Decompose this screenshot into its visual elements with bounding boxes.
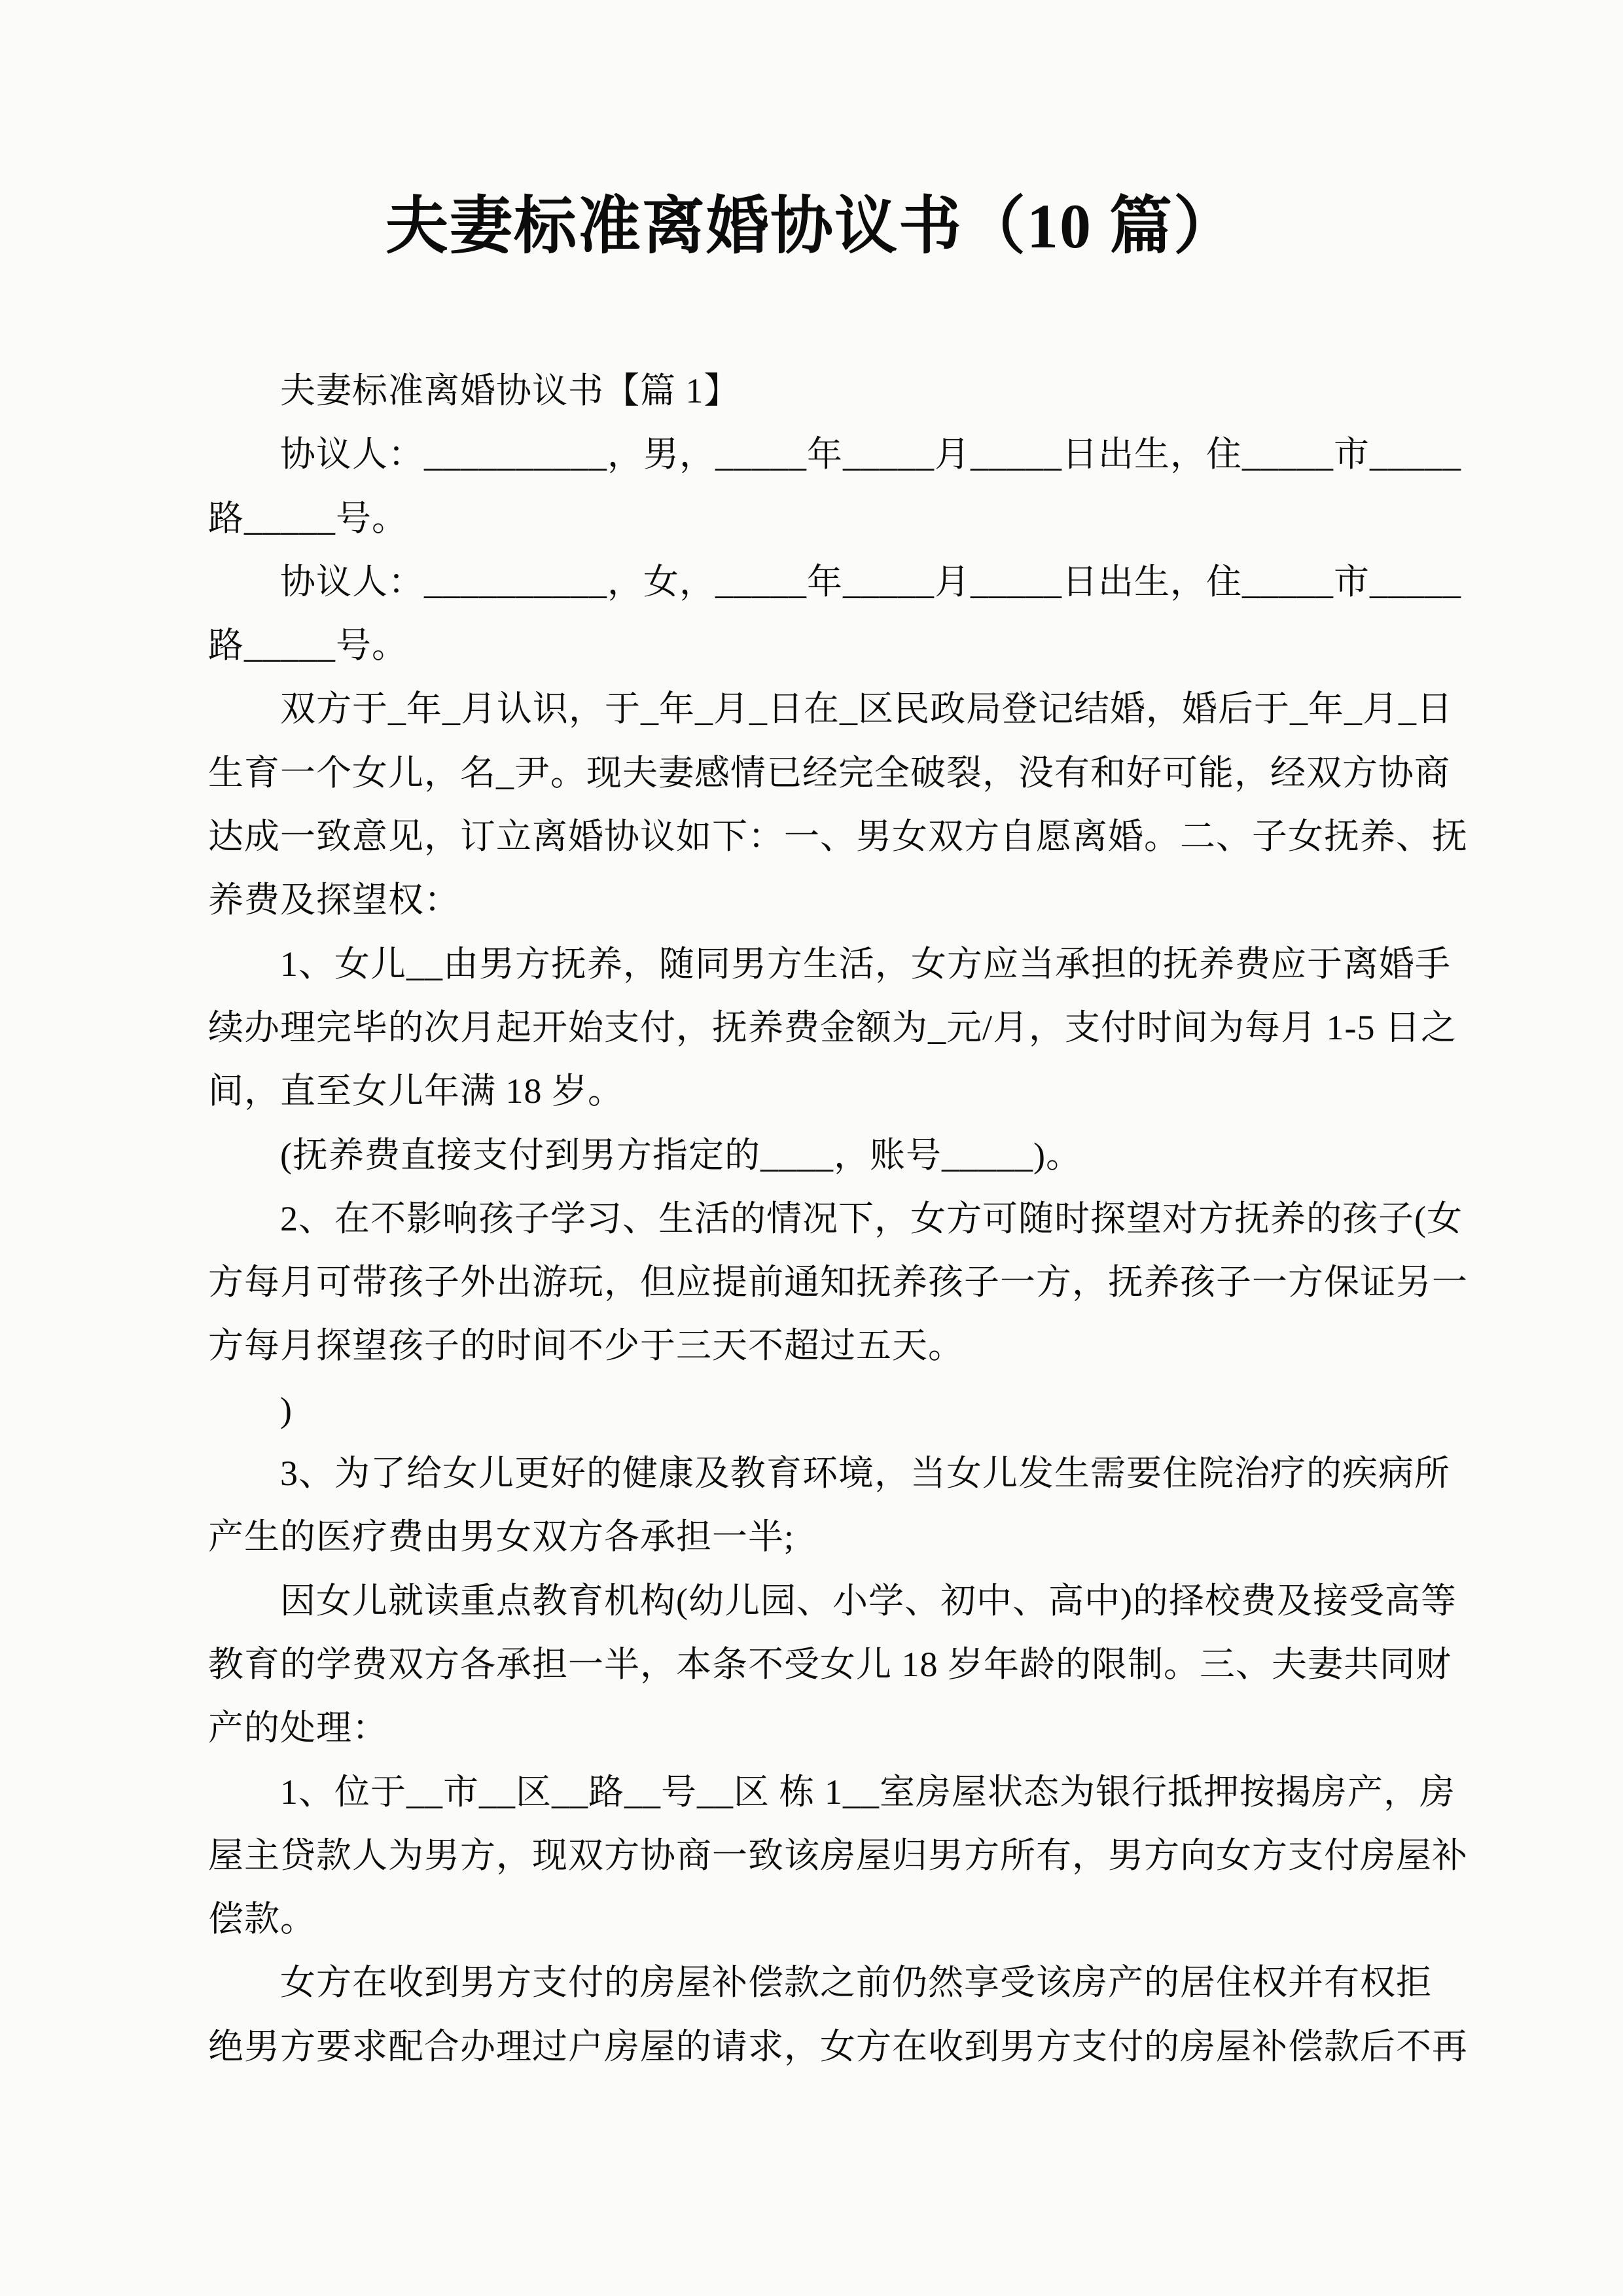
doc-line: 协议人：__________，男，_____年_____月_____日出生，住_____市_____ xyxy=(280,435,1461,475)
doc-line: 1、女儿__由男方抚养，随同男方生活，女方应当承担的抚养费应于离婚手 xyxy=(280,944,1451,984)
doc-line: 女方在收到男方支付的房屋补偿款之前仍然享受该房产的居住权并有权拒 xyxy=(280,1963,1432,2003)
document-body xyxy=(208,359,1468,2079)
doc-line: 达成一致意见，订立离婚协议如下：一、男女双方自愿离婚。二、子女抚养、抚 xyxy=(208,817,1468,857)
doc-line: 教育的学费双方各承担一半，本条不受女儿 18 岁年龄的限制。三、夫妻共同财 xyxy=(208,1644,1452,1684)
doc-line: 3、为了给女儿更好的健康及教育环境，当女儿发生需要住院治疗的疾病所 xyxy=(280,1454,1450,1494)
doc-line: 路_____号。 xyxy=(208,626,408,666)
doc-line: 绝男方要求配合办理过户房屋的请求，女方在收到男方支付的房屋补偿款后不再 xyxy=(208,2026,1468,2066)
doc-line: 1、位于__市__区__路__号__区 栋 1__室房屋状态为银行抵押按揭房产，房 xyxy=(280,1772,1455,1812)
doc-line: 续办理完毕的次月起开始支付，抚养费金额为_元/月，支付时间为每月 1-5 日之 xyxy=(208,1007,1457,1047)
doc-line: 偿款。 xyxy=(208,1899,316,1939)
doc-line: 产的处理： xyxy=(208,1708,388,1748)
doc-line: 养费及探望权： xyxy=(208,880,460,920)
doc-line: 方每月可带孩子外出游玩，但应提前通知抚养孩子一方，抚养孩子一方保证另一 xyxy=(208,1263,1468,1302)
doc-line: 产生的医疗费由男女双方各承担一半; xyxy=(208,1517,795,1557)
doc-line: 协议人：__________，女，_____年_____月_____日出生，住_____市_____ xyxy=(280,562,1461,601)
document-title: 夫妻标准离婚协议书（10 篇） xyxy=(385,191,1238,261)
doc-line: 2、在不影响孩子学习、生活的情况下，女方可随时探望对方抚养的孩子(女 xyxy=(280,1198,1463,1238)
doc-line: (抚养费直接支付到男方指定的____，账号_____)。 xyxy=(280,1135,1082,1175)
doc-line: 路_____号。 xyxy=(208,498,408,538)
doc-line: 因女儿就读重点教育机构(幼儿园、小学、初中、高中)的择校费及接受高等 xyxy=(280,1581,1457,1621)
doc-line: 屋主贷款人为男方，现双方协商一致该房屋归男方所有，男方向女方支付房屋补 xyxy=(208,1835,1468,1875)
doc-line: 间，直至女儿年满 18 岁。 xyxy=(208,1071,624,1111)
doc-line: 生育一个女儿，名_尹。现夫妻感情已经完全破裂，没有和好可能，经双方协商 xyxy=(208,753,1450,793)
doc-line: ) xyxy=(280,1390,293,1429)
doc-line: 方每月探望孩子的时间不少于三天不超过五天。 xyxy=(208,1326,964,1366)
doc-line: 双方于_年_月认识，于_年_月_日在_区民政局登记结婚，婚后于_年_月_日 xyxy=(280,689,1453,729)
doc-line: 夫妻标准离婚协议书【篇 1】 xyxy=(280,371,740,410)
